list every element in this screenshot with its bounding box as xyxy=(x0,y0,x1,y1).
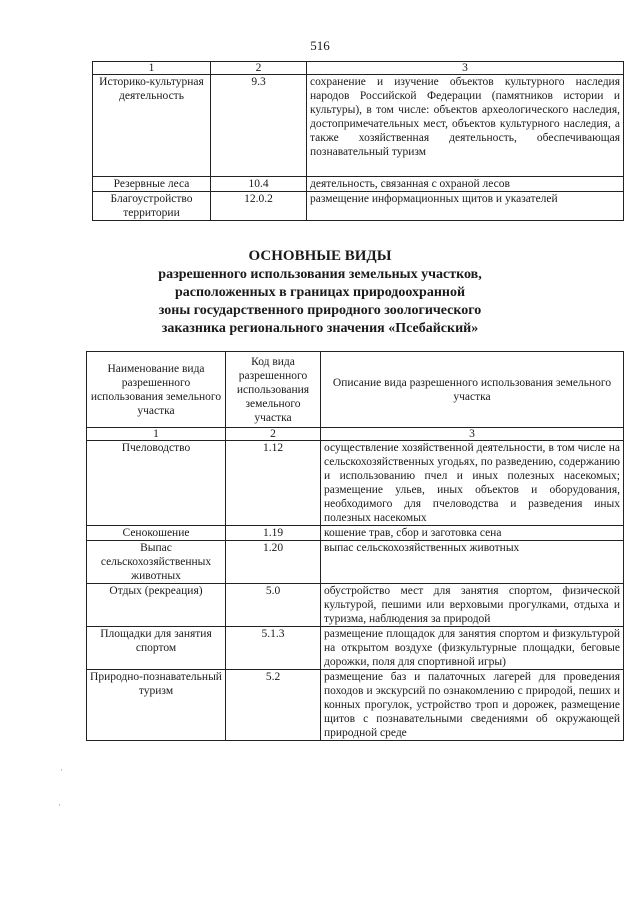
column-number-row xyxy=(93,62,624,75)
use-code-cell: 1.12 xyxy=(226,441,321,526)
section-heading xyxy=(0,247,640,338)
page-number: 516 xyxy=(310,38,330,53)
table-row xyxy=(87,526,624,541)
table-row xyxy=(87,627,624,670)
use-name-cell: Историко-культурная деятельность xyxy=(93,75,211,177)
heading-title: ОСНОВНЫЕ ВИДЫ xyxy=(248,248,392,264)
heading-line: зоны государственного природного зоологического xyxy=(158,303,482,318)
scan-speck: · xyxy=(58,800,61,810)
land-use-table-continued xyxy=(92,61,624,221)
use-description-cell: обустройство мест для занятия спортом, физической культурой, пешими или верховыми прогулками, отдыха и туризма, наблюдения за природой xyxy=(321,584,624,627)
use-name-cell: Выпас сельскохозяйственных животных xyxy=(87,541,226,584)
use-name-cell: Площадки для занятия спортом xyxy=(87,627,226,670)
use-description-cell: размещение информационных щитов и указателей xyxy=(307,192,624,221)
column-number: 3 xyxy=(321,428,624,441)
use-code-cell: 5.1.3 xyxy=(226,627,321,670)
use-name-cell: Отдых (рекреация) xyxy=(87,584,226,627)
use-code-cell: 9.3 xyxy=(211,75,307,177)
use-code-cell: 1.19 xyxy=(226,526,321,541)
use-name-cell: Резервные леса xyxy=(93,177,211,192)
use-code-cell: 1.20 xyxy=(226,541,321,584)
column-header-description: Описание вида разрешенного использования земельного участка xyxy=(321,352,624,428)
use-code-cell: 5.2 xyxy=(226,670,321,741)
use-description-cell: деятельность, связанная с охраной лесов xyxy=(307,177,624,192)
column-header-name: Наименование вида разрешенного использования земельного участка xyxy=(87,352,226,428)
column-number: 2 xyxy=(226,428,321,441)
use-code-cell: 5.0 xyxy=(226,584,321,627)
use-description-cell: осуществление хозяйственной деятельности, в том числе на сельскохозяйственных угодьях, по разведению, содержанию и использованию пчел и иных полезных насекомых; размещение ульев, иных объектов и оборудования, необходимого для пчеловодства и разведения иных полезных насекомых xyxy=(321,441,624,526)
use-name-cell: Благоустройство территории xyxy=(93,192,211,221)
use-code-cell: 10.4 xyxy=(211,177,307,192)
table-row xyxy=(87,541,624,584)
use-name-cell: Пчеловодство xyxy=(87,441,226,526)
use-name-cell: Сенокошение xyxy=(87,526,226,541)
table-row xyxy=(93,75,624,177)
use-code-cell: 12.0.2 xyxy=(211,192,307,221)
column-number-row xyxy=(87,428,624,441)
heading-line: заказника регионального значения «Псебайский» xyxy=(161,321,479,336)
column-number: 1 xyxy=(93,62,211,75)
column-header-code: Код вида разрешенного использования земельного участка xyxy=(226,352,321,428)
use-description-cell: размещение баз и палаточных лагерей для проведения походов и экскурсий по ознакомлению с природой, пеших и конных прогулок, устройство троп и дорожек, размещение щитов с познавательными сведениями об окружающей природной среде xyxy=(321,670,624,741)
use-name-cell: Природно-познавательный туризм xyxy=(87,670,226,741)
use-description-cell: выпас сельскохозяйственных животных xyxy=(321,541,624,584)
use-description-cell: сохранение и изучение объектов культурного наследия народов Российской Федерации (памятников истории и культуры), в том числе: объектов археологического наследия, достопримечательных мест, объектов культурного наследия, а также хозяйственная деятельность, обеспечивающая познавательный туризм xyxy=(307,75,624,177)
use-description-cell: кошение трав, сбор и заготовка сена xyxy=(321,526,624,541)
column-number: 3 xyxy=(307,62,624,75)
heading-line: расположенных в границах природоохранной xyxy=(174,285,466,300)
land-use-table xyxy=(86,351,624,741)
table-row xyxy=(87,584,624,627)
table-row xyxy=(87,441,624,526)
heading-line: разрешенного использования земельных участков, xyxy=(158,267,482,282)
table-row xyxy=(93,192,624,221)
column-number: 1 xyxy=(87,428,226,441)
column-number: 2 xyxy=(211,62,307,75)
table-row xyxy=(87,670,624,741)
header-row xyxy=(87,352,624,428)
use-description-cell: размещение площадок для занятия спортом и физкультурой на открытом воздухе (физкультурные площадки, беговые дорожки, поля для спортивной игры) xyxy=(321,627,624,670)
scan-speck: · xyxy=(60,765,63,775)
table-row xyxy=(93,177,624,192)
